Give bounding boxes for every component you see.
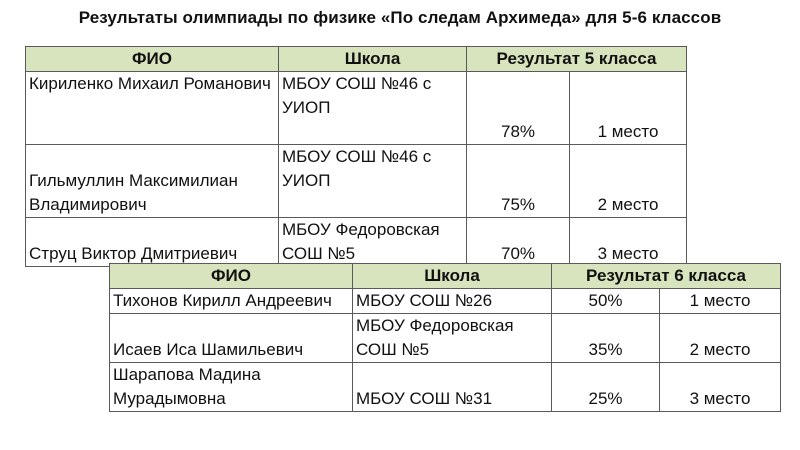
cell-place: 1 место <box>570 72 687 145</box>
results-table-grade-6 <box>109 263 781 412</box>
cell-percent: 35% <box>552 314 660 363</box>
column-header-name: ФИО <box>110 264 353 289</box>
table-row <box>110 314 781 363</box>
column-header-name: ФИО <box>26 47 279 72</box>
results-table-grade-5 <box>25 46 687 267</box>
cell-place: 1 место <box>660 289 781 314</box>
cell-place: 3 место <box>660 363 781 412</box>
cell-percent: 75% <box>467 145 570 218</box>
table-row <box>110 289 781 314</box>
cell-percent: 70% <box>467 218 570 267</box>
cell-name: Гильмуллин Максимилиан Владимирович <box>26 145 279 218</box>
cell-name: Кириленко Михаил Романович <box>26 72 279 145</box>
cell-school: МБОУ Федоровская СОШ №5 <box>353 314 552 363</box>
cell-percent: 50% <box>552 289 660 314</box>
cell-place: 2 место <box>570 145 687 218</box>
page-title: Результаты олимпиады по физике «По следам Архимеда» для 5-6 классов <box>78 8 722 27</box>
cell-place: 2 место <box>660 314 781 363</box>
cell-school: МБОУ СОШ №31 <box>353 363 552 412</box>
cell-percent: 78% <box>467 72 570 145</box>
cell-name: Струц Виктор Дмитриевич <box>26 218 279 267</box>
cell-name: Шарапова Мадина Мурадымовна <box>110 363 353 412</box>
column-header-school: Школа <box>279 47 467 72</box>
cell-school: МБОУ СОШ №46 с УИОП <box>279 145 467 218</box>
cell-school: МБОУ СОШ №26 <box>353 289 552 314</box>
cell-school: МБОУ СОШ №46 с УИОП <box>279 72 467 145</box>
table-row <box>26 145 687 218</box>
cell-school: МБОУ Федоровская СОШ №5 <box>279 218 467 267</box>
cell-name: Тихонов Кирилл Андреевич <box>110 289 353 314</box>
table-row <box>26 72 687 145</box>
cell-percent: 25% <box>552 363 660 412</box>
table-header-row <box>110 264 781 289</box>
table-row <box>110 363 781 412</box>
cell-name: Исаев Иса Шамильевич <box>110 314 353 363</box>
table-header-row <box>26 47 687 72</box>
cell-place: 3 место <box>570 218 687 267</box>
column-header-school: Школа <box>353 264 552 289</box>
column-header-result: Результат 6 класса <box>552 264 781 289</box>
table-row <box>26 218 687 267</box>
column-header-result: Результат 5 класса <box>467 47 687 72</box>
